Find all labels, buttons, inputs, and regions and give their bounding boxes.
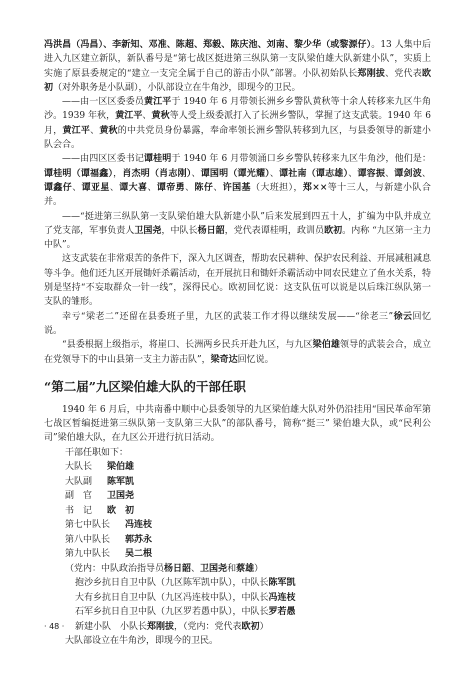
name-bold: 卫国尧 (200, 563, 228, 574)
roster-person: 吴二根 (125, 549, 153, 560)
party-note (65, 562, 431, 577)
text-run: ） (259, 621, 269, 632)
text-run: ——由一区区委委员 (62, 97, 145, 108)
roster-role: 第九中队长 (65, 549, 111, 560)
name-bold: 黄江平 (62, 125, 91, 136)
roster-row (65, 518, 431, 533)
text-run: 、 (185, 182, 195, 193)
text-run: 回忆说。 (44, 311, 431, 336)
roster-role: 大队长 (65, 462, 93, 473)
new-squad-row (65, 620, 431, 635)
text-run: 、 (109, 182, 120, 193)
roster-person: 郭苏永 (125, 534, 153, 545)
roster-person: 冯连枝 (125, 520, 153, 531)
text-run: 、党代表 (385, 68, 422, 79)
roster-person: 欧 初 (107, 505, 135, 516)
text-run: 、 (348, 168, 358, 179)
name-bold: 许国基 (222, 182, 251, 193)
paragraph-second-term: 1940 年 6 月后，中共南番中顺中心县委领导的九区梁伯雄大队对外仍沿挂用“国民革命军第七战区暂编挺进第三纵队第一支队第三大队”的部队番号，简称“挺三” 梁伯雄大队，或“民利公司”梁伯雄大队，在九区公开进行抗日活动。 (44, 404, 431, 444)
name-bold: 陈仔 (194, 182, 214, 193)
roster-role: 第七中队长 (65, 520, 111, 531)
text-run: 抱沙乡抗日自卫中队（九区陈军凯中队），中队长 (75, 578, 269, 589)
name-bold: 冯连枝 (268, 592, 296, 603)
member-names: 冯洪昌（冯昌）、李新知、邓准、陈超、郑毅、陈庆池、刘南、黎少华（或黎源仔） (44, 40, 372, 50)
name-bold: 黄秋 (99, 125, 118, 136)
text-run: ） (254, 563, 264, 574)
name-bold: 杨日韶 (164, 563, 192, 574)
text-run: 石军乡抗日自卫中队（九区罗若愚中队），中队长 (75, 607, 269, 618)
paragraph-liang-qida (44, 338, 431, 367)
roster-row (65, 504, 431, 519)
text-run: 、 (421, 168, 431, 179)
text-run: 。13 人集中后进入九区建立新队，新队番号是“第七战区挺进第三纵队第一支队梁伯雄大队新建小队”，实质上实施了原县委规定的“建立一支完全属于自己的游击小队”部署。小队初始队长 (44, 40, 431, 79)
text-run: ——“挺进第三纵队第一支队梁伯雄大队新建小队”后来发展到四五十人，扩编为中队并成立了党支部，军事负责人 (44, 211, 431, 236)
text-run: 、 (90, 125, 100, 136)
paragraph-expansion (44, 210, 431, 253)
paragraph-new-squad-members (44, 38, 431, 95)
name-bold: 谭国明（谭光耀） (200, 168, 270, 179)
text-run: ，党代表谭桂明，政训员 (224, 225, 325, 236)
text-run: 、 (191, 563, 201, 574)
text-run: （对外职务是小队副），小队部设立在牛角沙，即现今的卫民。 (53, 82, 301, 93)
paragraph-xu-yun (44, 310, 431, 339)
text-run: 和 (227, 563, 237, 574)
name-bold: 欧初 (324, 225, 343, 236)
text-run: 、 (147, 182, 157, 193)
name-bold: 谭亚星 (81, 182, 110, 193)
name-zheng-gangba: 郑刚拔 (357, 68, 386, 79)
name-bold: 黄江平 (115, 111, 143, 122)
roster-person: 陈军凯 (107, 476, 135, 487)
text-run: 于 1940 年 6 月带领长洲乡乡警队黄秋等十余人转移来九区牛角沙。1939 年秋， (44, 97, 431, 122)
text-run: ，（党内：党代表 (174, 621, 242, 632)
section-heading: “第二届”九区梁伯雄大队的干部任职 (44, 378, 246, 394)
text-run: 、 (72, 182, 82, 193)
name-bold: 蔡雄 (236, 563, 255, 574)
roster-title: 干部任职如下： (65, 447, 129, 458)
name-bold: 杨日韶 (197, 225, 225, 236)
name-bold: 卫国尧 (134, 225, 162, 236)
text-run: 。内称 “九区第一主力中队”。 (44, 225, 431, 251)
name-bold: 欧初 (241, 621, 260, 632)
text-run: 新建小队 小队长 (75, 621, 148, 632)
name-bold: 徐云 (393, 311, 413, 322)
name-bold: 谭桂明（谭福鑫） (44, 168, 114, 179)
roster-row (65, 547, 431, 562)
text-run: “县委根据上级指示，将崖口、长洲两乡民兵开赴九区，与九区 (62, 340, 313, 351)
name-bold: 谭容振 (357, 168, 386, 179)
roster-role: 副 官 (65, 491, 93, 502)
sub-unit-row (65, 605, 431, 620)
name-bold: 谭社南（谭志雄） (279, 168, 349, 179)
text-run: 回忆说。 (237, 354, 274, 365)
name-bold: 郑×× (302, 182, 328, 193)
paragraph-huang-jiangping (44, 95, 431, 152)
text-run: ，中队长 (161, 225, 198, 236)
name-ou-chu: 欧初 (44, 68, 431, 93)
name-bold: 谭剑波 (394, 168, 422, 179)
text-run: （党内：中队政治指导员 (65, 563, 165, 574)
roster-row (65, 489, 431, 504)
text-run: 、 (213, 182, 223, 193)
text-run: ——由四区区委书记 (62, 154, 145, 165)
name-bold: 肖杰明（肖志刚） (122, 168, 192, 179)
roster-role: 第八中队长 (65, 534, 111, 545)
text-run: 、 (385, 168, 395, 179)
name-bold: 罗若愚 (268, 607, 296, 618)
text-run: 幸亏“梁老二”还留在县委班子里，九区的武装工作才得以继续发展——“徐老三” (62, 311, 394, 322)
cadre-roster (65, 446, 431, 649)
paragraph-struggle: 这支武装在非常艰苦的条件下，深入九区调查，帮助农民耕种、保护农民利益、开展减租减息等斗争。他们还九区开展锄奸杀霸活动，在开展抗日和锄奸杀霸活动中同农民建立了鱼水关系，特别是坚持“不妄取群众一针一线”，深得民心。欧初回忆说：这支队伍可以说是以后珠江纵队第一支队的雏形。 (44, 254, 432, 308)
name-bold: 谭大喜 (119, 182, 148, 193)
roster-person: 梁伯雄 (107, 462, 135, 473)
text-run: 于 1940 年 6 月带领涌口乡乡警队转移来九区牛角沙，他们是： (171, 154, 431, 165)
name-bold: 黄秋 (151, 111, 170, 122)
name-bold: 谭桂明 (144, 154, 172, 165)
name-bold: 陈军凯 (268, 578, 296, 589)
text-run: 的中共党员身份暴露，奉命率领长洲乡警队转移到九区，与县委领导的新建小队会合。 (44, 125, 431, 151)
hq-note: 大队部设立在牛角沙，即现今的卫民。 (65, 636, 219, 647)
text-run: 、 (142, 111, 152, 122)
text-run: （大班担）， (250, 182, 303, 193)
text-run: 、 (269, 168, 280, 179)
text-run: 领导的武装会合，成立在党领导下的中山县第一支主力游击队”， (44, 340, 431, 365)
page-number: · 48 · (44, 622, 65, 631)
name-bold: 黄江平 (144, 97, 172, 108)
text-run: 大有乡抗日自卫中队（九区冯连枝中队），中队长 (75, 592, 269, 603)
text-run: ， (113, 168, 123, 179)
roster-role: 书 记 (65, 505, 93, 516)
roster-row (65, 533, 431, 548)
roster-person: 卫国尧 (107, 491, 135, 502)
name-bold: 梁伯雄 (312, 340, 340, 351)
text-run: 、 (191, 168, 201, 179)
text-run: 等人受上级委派打入了长洲乡警队，掌握了这支武装。1940 年 6 月， (44, 111, 431, 136)
roster-row (65, 460, 431, 475)
name-bold: 郑刚拔 (147, 621, 175, 632)
roster-role: 大队副 (65, 476, 93, 487)
sub-unit-row (65, 576, 431, 591)
roster-row (65, 475, 431, 490)
name-bold: 谭鑫仔 (44, 182, 73, 193)
text-run: 等十三人，与新建小队合并。 (44, 182, 431, 208)
paragraph-tan-guiming (44, 152, 431, 209)
sub-unit-row (65, 591, 431, 606)
name-bold: 梁奇达 (210, 354, 238, 365)
name-bold: 谭帝勇 (156, 182, 186, 193)
